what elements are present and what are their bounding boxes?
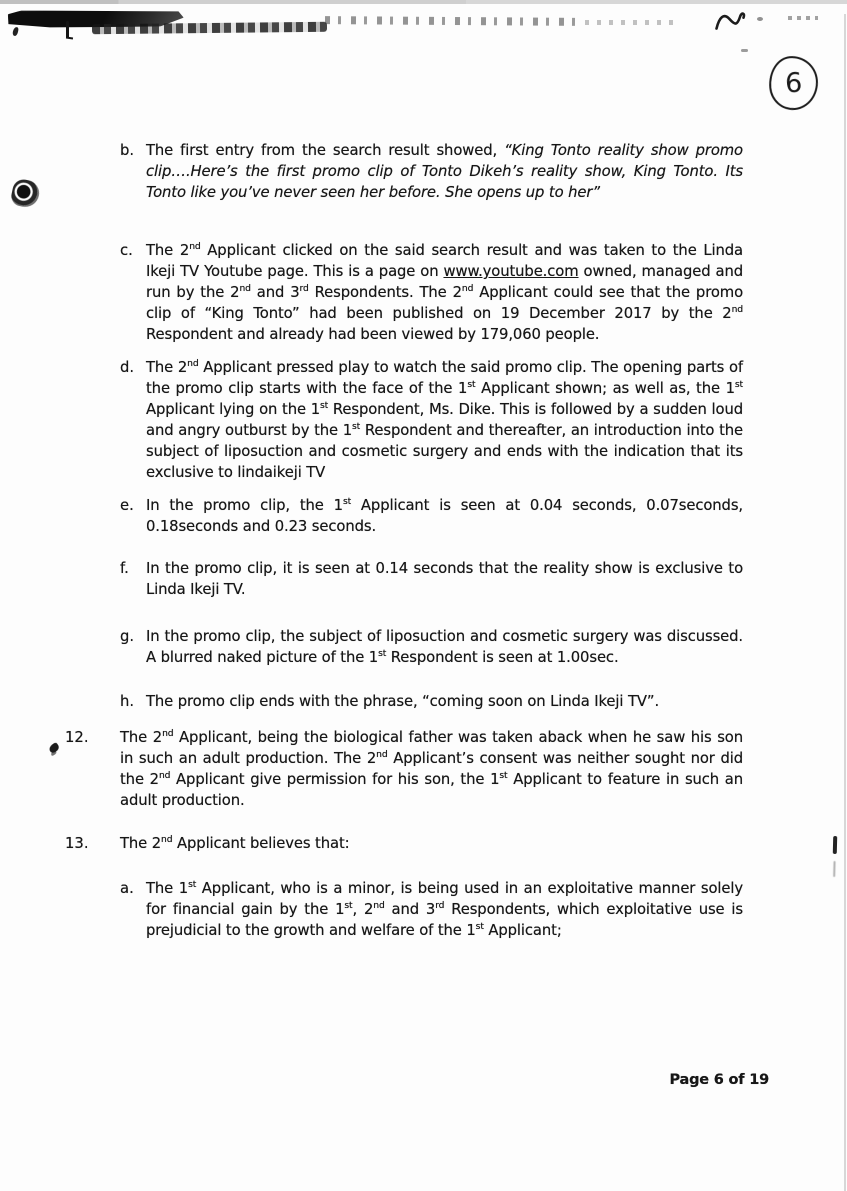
text-run: Applicant believes that:: [172, 835, 350, 852]
document-body: [65, 140, 743, 941]
text-run: In the promo clip, the 1: [146, 497, 343, 514]
paragraph-13: [120, 833, 743, 854]
paragraph-12: [120, 727, 743, 811]
text-run: Applicant pressed play to watch the said promo clip. The opening parts of the promo clip starts with the face of the 1: [146, 359, 743, 397]
text-run: st: [344, 900, 353, 912]
text-run: Respondent and thereafter, an introduction into the subject of liposuction and cosmetic surgery and ends with the indication that its exclusive to lindaikeji TV: [146, 422, 743, 481]
text-run: nd: [161, 834, 173, 846]
text-run: nd: [189, 241, 201, 253]
text-run: Applicant’s consent was neither sought nor did the 2: [120, 750, 743, 788]
paragraph-d: [146, 357, 743, 483]
text-run: Applicant shown; as well as, the 1: [475, 380, 735, 397]
paragraph-e: [146, 495, 743, 537]
list-marker-c: c.: [120, 242, 133, 259]
list-item-d: [120, 357, 743, 483]
list-marker-b: b.: [120, 142, 135, 159]
text-run: Applicant;: [483, 922, 562, 939]
paragraph-13a: [146, 878, 743, 941]
scan-ink-blob: [9, 177, 41, 209]
scan-dash-above-circle: [741, 49, 748, 52]
text-run: Respondents. The 2: [308, 284, 462, 301]
list-marker-13a: a.: [120, 880, 134, 897]
text-run: In the promo clip, it is seen at 0.14 seconds that the reality show is exclusive to Linda Ikeji TV.: [146, 560, 743, 598]
scan-dashes: [788, 16, 818, 20]
list-marker-g: g.: [120, 628, 135, 645]
text-run: Applicant clicked on the said search result and was taken to the Linda Ikeji TV Youtube page. This is a page on: [146, 242, 743, 280]
text-run: st: [499, 770, 508, 782]
paragraph-b: [146, 140, 743, 203]
text-run: The 2: [146, 359, 188, 376]
text-run: and 3: [384, 901, 436, 918]
text-run: st: [352, 421, 361, 433]
text-run: Respondent is seen at 1.00sec.: [386, 649, 619, 666]
scan-squiggle-mark: [713, 8, 750, 37]
scan-speckle-band-faint: [585, 20, 675, 25]
handwritten-page-number-text: 6: [784, 67, 803, 99]
text-run: nd: [376, 749, 388, 761]
text-run: , 2: [352, 901, 374, 918]
page-footer: Page 6 of 19: [669, 1072, 769, 1088]
text-run: Respondent and already had been viewed by 179,060 people.: [146, 326, 600, 343]
text-run: Applicant give permission for his son, the 1: [170, 771, 500, 788]
text-run: The 2: [120, 835, 162, 852]
text-run: st: [320, 400, 329, 412]
text-run: The 2: [146, 242, 190, 259]
list-marker-d: d.: [120, 359, 135, 376]
paragraph-g: [146, 626, 743, 668]
list-marker-12: 12.: [65, 729, 89, 746]
text-run: The 2: [120, 729, 163, 746]
list-item-e: [120, 495, 743, 537]
paragraph-h: [146, 691, 743, 712]
scan-comma-mark: [12, 27, 19, 37]
text-run: nd: [731, 304, 743, 316]
text-run: Applicant could see that the promo clip of “King Tonto” had been published on 19 December 2017 by the 2: [146, 284, 743, 322]
list-item-f: [120, 558, 743, 600]
scan-page-edge: [844, 14, 846, 1191]
text-run: st: [734, 379, 743, 391]
text-run: st: [342, 496, 352, 508]
scan-speckle-band: [325, 16, 580, 26]
list-marker-h: h.: [120, 693, 135, 710]
list-item-h: [120, 691, 743, 712]
text-run: The 1: [146, 880, 189, 897]
scan-top-edge-line: [0, 0, 847, 4]
text-run: nd: [187, 358, 199, 370]
scan-ink-smear-trail: [92, 22, 327, 34]
text-run: In the promo clip, the subject of liposuction and cosmetic surgery was discussed. A blurred naked picture of the 1: [146, 628, 743, 666]
paragraph-f: [146, 558, 743, 600]
scan-dot: [757, 17, 763, 21]
text-run: nd: [239, 283, 251, 295]
list-item-c: [120, 240, 743, 345]
handwritten-page-number: [767, 54, 821, 112]
text-run: Applicant lying on the 1: [146, 401, 320, 418]
paragraph-c: [146, 240, 743, 345]
list-item-12: [65, 727, 743, 811]
list-marker-f: f.: [120, 560, 129, 577]
text-run: Applicant, being the biological father was taken aback when he saw his son in such an adult production. The 2: [120, 729, 743, 767]
text-run: nd: [158, 770, 171, 782]
text-run: owned, managed and run by the 2: [146, 263, 744, 301]
text-run: st: [378, 648, 387, 660]
text-run: Applicant is seen at 0.04 seconds, 0.07seconds, 0.18seconds and 0.23 seconds.: [146, 497, 743, 535]
list-item-b: [120, 140, 743, 203]
list-item-13: [65, 833, 743, 854]
text-run: st: [467, 379, 476, 391]
list-marker-13: 13.: [65, 835, 89, 852]
list-marker-e: e.: [120, 497, 134, 514]
text-run: www.youtube.com: [443, 263, 579, 280]
scan-stroke-mark: [66, 21, 69, 38]
text-run: nd: [461, 283, 474, 295]
text-run: Applicant to feature in such an adult production.: [120, 771, 743, 809]
text-run: nd: [162, 728, 174, 740]
text-run: nd: [373, 900, 385, 912]
text-run: and 3: [250, 284, 300, 301]
text-run: Respondent, Ms. Dike. This is followed by a sudden loud and angry outburst by the 1: [146, 401, 743, 439]
list-item-13a: [120, 878, 743, 941]
scan-ink-speck: [48, 742, 61, 754]
text-run: Applicant, who is a minor, is being used in an exploitative manner solely for financial gain by the 1: [146, 880, 743, 918]
text-run: st: [188, 879, 197, 891]
text-run: rd: [435, 900, 445, 912]
text-run: Respondents, which exploitative use is prejudicial to the growth and welfare of the 1: [146, 901, 743, 939]
text-run: rd: [299, 283, 309, 295]
text-run: The promo clip ends with the phrase, “coming soon on Linda Ikeji TV”.: [146, 693, 660, 710]
list-item-g: [120, 626, 743, 668]
text-run: “King Tonto reality show promo clip….Here’s the first promo clip of Tonto Dikeh’s reality show, King Tonto. Its Tonto like you’ve never seen her before. She opens up to her”: [146, 142, 743, 201]
text-run: st: [475, 921, 484, 933]
scan-margin-tick: [833, 836, 837, 854]
text-run: The first entry from the search result showed,: [146, 142, 505, 159]
